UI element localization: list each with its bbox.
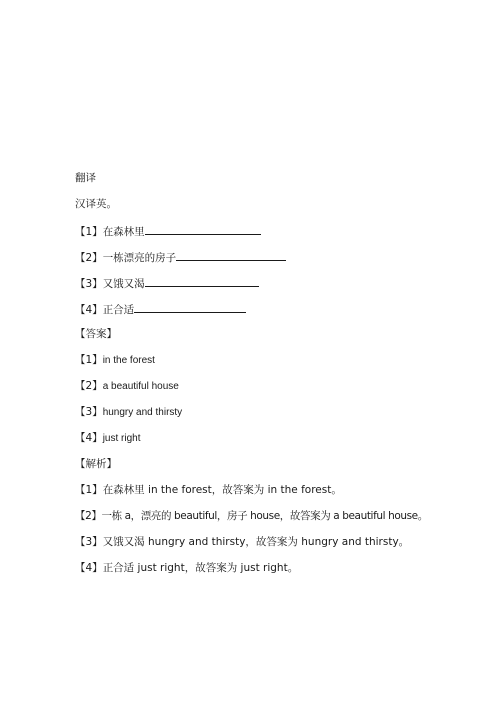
question-item xyxy=(75,301,246,317)
answer-number: 【2】 xyxy=(75,380,103,392)
answer-number: 【1】 xyxy=(75,354,103,366)
question-number: 【4】 xyxy=(75,304,103,316)
question-text: 在森林里 xyxy=(102,226,145,238)
answer-number: 【3】 xyxy=(75,406,103,418)
answer-text: just right xyxy=(102,433,141,444)
answer-item xyxy=(75,431,140,446)
explanation-text: 正合适 just right，故答案为 just right。 xyxy=(102,562,299,574)
instruction-text: 汉译英。 xyxy=(75,198,117,210)
question-item xyxy=(75,223,261,239)
explanation-number: 【1】 xyxy=(75,484,103,496)
question-text: 正合适 xyxy=(102,304,135,316)
explanation-heading: 【解析】 xyxy=(75,458,117,470)
explanation-item xyxy=(75,535,409,549)
question-item xyxy=(75,275,259,291)
answer-item xyxy=(75,405,182,420)
answer-blank xyxy=(134,301,246,313)
question-number: 【3】 xyxy=(75,278,103,290)
answer-text: in the forest xyxy=(102,355,155,366)
explanation-text: 一栋 a，漂亮的 beautiful，房子 house，故答案为 a beautiful house。 xyxy=(101,510,428,522)
question-text: 一栋漂亮的房子 xyxy=(102,252,177,264)
question-item xyxy=(75,249,286,265)
question-number: 【1】 xyxy=(75,226,103,238)
question-text: 又饿又渴 xyxy=(102,278,145,290)
explanation-item xyxy=(75,561,298,575)
answer-number: 【4】 xyxy=(75,432,103,444)
explanation-item xyxy=(75,483,342,497)
section-title: 翻译 xyxy=(75,172,96,184)
explanation-text: 又饿又渴 hungry and thirsty，故答案为 hungry and thirsty。 xyxy=(102,536,410,548)
explanation-number: 【3】 xyxy=(75,536,103,548)
answer-text: hungry and thirsty xyxy=(102,407,183,418)
answer-blank xyxy=(145,223,261,235)
answer-blank xyxy=(145,275,259,287)
explanation-number: 【4】 xyxy=(75,562,103,574)
answer-text: a beautiful house xyxy=(102,381,179,392)
answer-item xyxy=(75,353,155,368)
explanation-text: 在森林里 in the forest，故答案为 in the forest。 xyxy=(102,484,342,496)
explanation-number: 【2】 xyxy=(75,510,102,522)
answer-item xyxy=(75,379,179,394)
answer-heading: 【答案】 xyxy=(75,328,117,340)
question-number: 【2】 xyxy=(75,252,103,264)
explanation-item xyxy=(75,509,428,523)
answer-blank xyxy=(176,249,286,261)
